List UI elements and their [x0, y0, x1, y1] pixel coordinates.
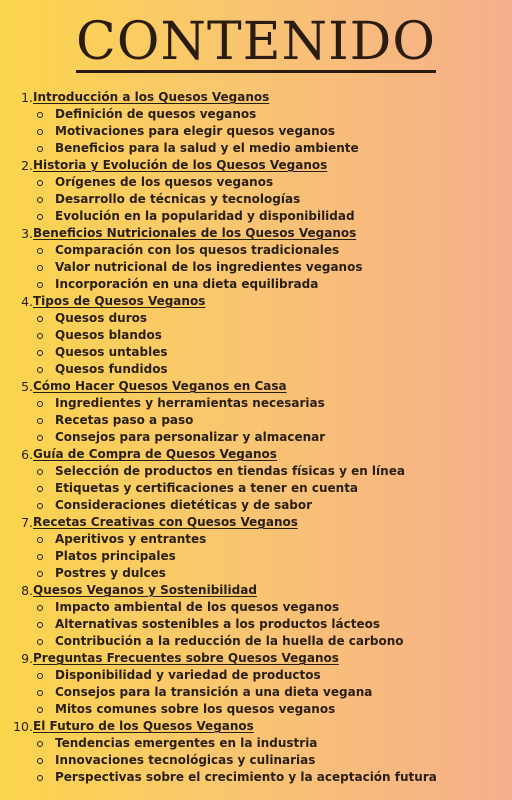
list-item-text: Quesos duros	[55, 311, 148, 325]
list-item	[0, 531, 512, 548]
section-title-link[interactable]: Historia y Evolución de los Quesos Veganos	[33, 158, 328, 172]
hollow-bullet-icon	[37, 775, 43, 781]
toc-section-heading[interactable]	[0, 225, 512, 242]
list-item-text: Comparación con los quesos tradicionales	[55, 243, 340, 257]
list-item-text: Consejos para personalizar y almacenar	[55, 430, 326, 444]
list-item	[0, 684, 512, 701]
toc-section-heading[interactable]	[0, 293, 512, 310]
hollow-bullet-icon	[37, 180, 43, 186]
list-item-text: Etiquetas y certificaciones a tener en cuenta	[55, 481, 359, 495]
toc-section-heading[interactable]	[0, 718, 512, 735]
section-title-link[interactable]: Tipos de Quesos Veganos	[33, 294, 206, 308]
hollow-bullet-icon	[37, 469, 43, 475]
toc-section-heading[interactable]	[0, 378, 512, 395]
section-number: 2.	[21, 158, 33, 173]
hollow-bullet-icon	[37, 265, 43, 271]
hollow-bullet-icon	[37, 673, 43, 679]
toc-section	[0, 514, 512, 582]
list-item-text: Selección de productos en tiendas físicas y en línea	[55, 464, 405, 478]
section-number: 6.	[21, 447, 33, 462]
list-item	[0, 361, 512, 378]
hollow-bullet-icon	[37, 639, 43, 645]
toc-section	[0, 718, 512, 786]
table-of-contents	[0, 89, 512, 786]
toc-section-heading[interactable]	[0, 514, 512, 531]
list-item	[0, 174, 512, 191]
list-item	[0, 429, 512, 446]
section-number: 5.	[21, 379, 33, 394]
section-title-link[interactable]: Introducción a los Quesos Veganos	[33, 90, 270, 104]
toc-section-heading[interactable]	[0, 650, 512, 667]
hollow-bullet-icon	[37, 605, 43, 611]
list-item-text: Postres y dulces	[55, 566, 166, 580]
hollow-bullet-icon	[37, 435, 43, 441]
toc-section	[0, 446, 512, 514]
hollow-bullet-icon	[37, 214, 43, 220]
list-item	[0, 140, 512, 157]
list-item-text: Evolución en la popularidad y disponibilidad	[55, 209, 355, 223]
list-item	[0, 616, 512, 633]
list-item	[0, 497, 512, 514]
toc-section	[0, 650, 512, 718]
list-item	[0, 123, 512, 140]
hollow-bullet-icon	[37, 316, 43, 322]
hollow-bullet-icon	[37, 367, 43, 373]
list-item	[0, 106, 512, 123]
list-item	[0, 395, 512, 412]
section-number: 1.	[21, 90, 33, 105]
hollow-bullet-icon	[37, 333, 43, 339]
hollow-bullet-icon	[37, 129, 43, 135]
list-item-text: Innovaciones tecnológicas y culinarias	[55, 753, 316, 767]
list-item	[0, 259, 512, 276]
section-number: 4.	[21, 294, 33, 309]
hollow-bullet-icon	[37, 741, 43, 747]
toc-section	[0, 293, 512, 378]
list-item-text: Recetas paso a paso	[55, 413, 194, 427]
hollow-bullet-icon	[37, 622, 43, 628]
section-title-link[interactable]: Guía de Compra de Quesos Veganos	[33, 447, 277, 461]
list-item-text: Impacto ambiental de los quesos veganos	[55, 600, 340, 614]
hollow-bullet-icon	[37, 707, 43, 713]
hollow-bullet-icon	[37, 197, 43, 203]
list-item	[0, 752, 512, 769]
list-item	[0, 735, 512, 752]
list-item-text: Valor nutricional de los ingredientes veganos	[55, 260, 363, 274]
list-item-text: Motivaciones para elegir quesos veganos	[55, 124, 336, 138]
toc-section-heading[interactable]	[0, 89, 512, 106]
section-number: 8.	[21, 583, 33, 598]
list-item-text: Ingredientes y herramientas necesarias	[55, 396, 325, 410]
list-item	[0, 548, 512, 565]
list-item-text: Contribución a la reducción de la huella de carbono	[55, 634, 404, 648]
hollow-bullet-icon	[37, 248, 43, 254]
list-item-text: Platos principales	[55, 549, 176, 563]
list-item-text: Tendencias emergentes en la industria	[55, 736, 318, 750]
list-item	[0, 242, 512, 259]
list-item	[0, 276, 512, 293]
section-title-link[interactable]: Beneficios Nutricionales de los Quesos Veganos	[33, 226, 357, 240]
list-item-text: Mitos comunes sobre los quesos veganos	[55, 702, 336, 716]
hollow-bullet-icon	[37, 537, 43, 543]
list-item-text: Orígenes de los quesos veganos	[55, 175, 274, 189]
list-item-text: Definición de quesos veganos	[55, 107, 257, 121]
list-item	[0, 701, 512, 718]
list-item	[0, 463, 512, 480]
hollow-bullet-icon	[37, 571, 43, 577]
list-item-text: Quesos blandos	[55, 328, 162, 342]
toc-section-heading[interactable]	[0, 157, 512, 174]
section-title-link[interactable]: El Futuro de los Quesos Veganos	[33, 719, 254, 733]
list-item	[0, 599, 512, 616]
section-title-link[interactable]: Recetas Creativas con Quesos Veganos	[33, 515, 298, 529]
section-title-link[interactable]: Quesos Veganos y Sostenibilidad	[33, 583, 257, 597]
list-item-text: Quesos untables	[55, 345, 168, 359]
list-item-text: Perspectivas sobre el crecimiento y la aceptación futura	[55, 770, 437, 784]
toc-section-heading[interactable]	[0, 446, 512, 463]
list-item	[0, 565, 512, 582]
list-item-text: Incorporación en una dieta equilibrada	[55, 277, 319, 291]
list-item-text: Disponibilidad y variedad de productos	[55, 668, 321, 682]
toc-section	[0, 378, 512, 446]
hollow-bullet-icon	[37, 350, 43, 356]
toc-section	[0, 89, 512, 157]
section-number: 7.	[21, 515, 33, 530]
section-title-link[interactable]: Preguntas Frecuentes sobre Quesos Veganos	[33, 651, 339, 665]
list-item	[0, 480, 512, 497]
list-item	[0, 191, 512, 208]
hollow-bullet-icon	[37, 418, 43, 424]
toc-section	[0, 157, 512, 225]
list-item-text: Aperitivos y entrantes	[55, 532, 207, 546]
section-number: 9.	[21, 651, 33, 666]
list-item-text: Beneficios para la salud y el medio ambiente	[55, 141, 359, 155]
hollow-bullet-icon	[37, 282, 43, 288]
list-item	[0, 769, 512, 786]
section-number: 10.	[13, 719, 33, 734]
section-number: 3.	[21, 226, 33, 241]
list-item	[0, 310, 512, 327]
toc-section	[0, 225, 512, 293]
page-title-text: CONTENIDO	[76, 12, 436, 72]
section-title-link[interactable]: Cómo Hacer Quesos Veganos en Casa	[33, 379, 287, 393]
toc-section	[0, 582, 512, 650]
page-title	[0, 14, 512, 73]
list-item	[0, 327, 512, 344]
list-item	[0, 412, 512, 429]
list-item-text: Alternativas sostenibles a los productos lácteos	[55, 617, 380, 631]
hollow-bullet-icon	[37, 401, 43, 407]
list-item-text: Consideraciones dietéticas y de sabor	[55, 498, 313, 512]
hollow-bullet-icon	[37, 690, 43, 696]
hollow-bullet-icon	[37, 486, 43, 492]
hollow-bullet-icon	[37, 146, 43, 152]
list-item	[0, 667, 512, 684]
list-item	[0, 344, 512, 361]
toc-section-heading[interactable]	[0, 582, 512, 599]
hollow-bullet-icon	[37, 503, 43, 509]
hollow-bullet-icon	[37, 554, 43, 560]
hollow-bullet-icon	[37, 112, 43, 118]
hollow-bullet-icon	[37, 758, 43, 764]
list-item	[0, 208, 512, 225]
list-item-text: Desarrollo de técnicas y tecnologías	[55, 192, 301, 206]
list-item-text: Consejos para la transición a una dieta vegana	[55, 685, 373, 699]
list-item-text: Quesos fundidos	[55, 362, 168, 376]
list-item	[0, 633, 512, 650]
